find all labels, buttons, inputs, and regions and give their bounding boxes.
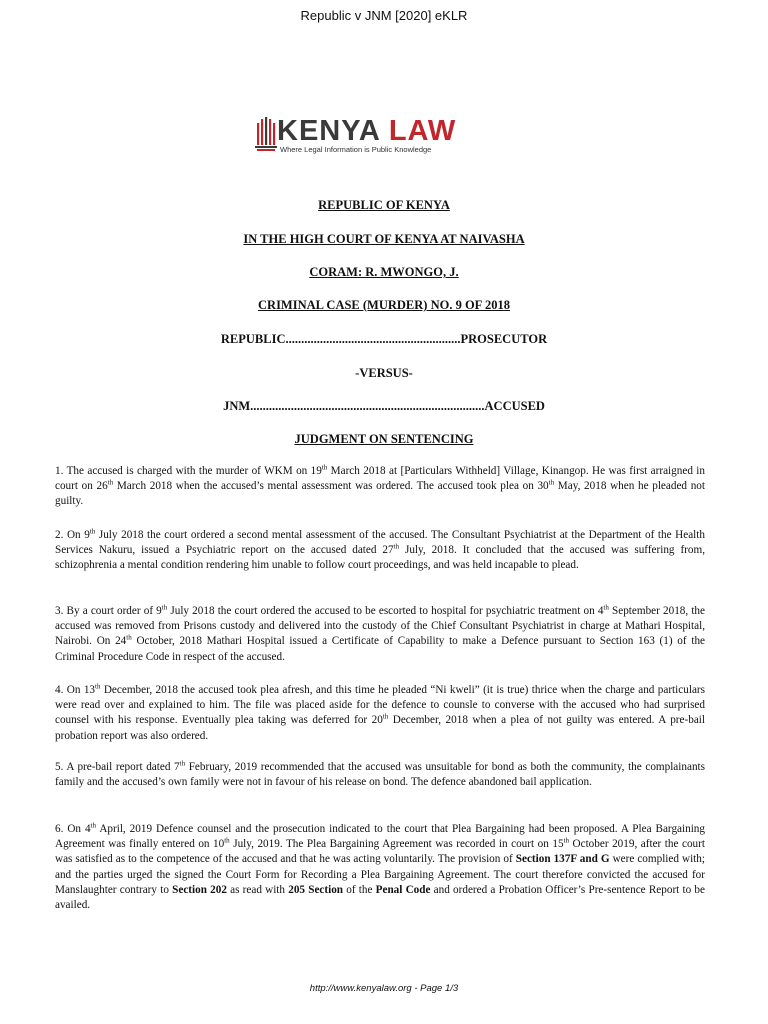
logo-wordmark xyxy=(277,114,456,148)
paragraph-6: 6. On 4th April, 2019 Defence counsel and the prosecution indicated to the court that Plea Bargaining had been proposed. A Plea Bargaining Agreement was finally entered on 10th July, 2019. The Plea Bargaining Agreement was recorded in court on 15th October 2019, after the court was satisfied as to the competence of the accused and that he was acting voluntarily. The provision of Section 137F and G were complied with; and the parties urged the signed the Court Form for Recording a Plea Bargaining Agreement. The court therefore convicted the accused for Manslaughter contrary to Section 202 as read with 205 Section of the Penal Code and ordered a Probation Officer’s Pre-sentence Report to be availed. xyxy=(55,821,705,912)
paragraph-1: 1. The accused is charged with the murder of WKM on 19th March 2018 at [Particulars Withheld] Village, Kinangop. He was first arraigned in court on 26th March 2018 when the accused’s mental assessment was ordered. The accused took plea on 30th May, 2018 when he pleaded not guilty. xyxy=(55,463,705,508)
parties-accused: JNM...........................................................................ACCUSED xyxy=(223,399,545,413)
paragraph-4: 4. On 13th December, 2018 the accused took plea afresh, and this time he pleaded “Ni kweli” (it is true) thrice when the charge and particulars were read over and explained to him. The file was placed aside for the defence to counsle to converse with the accused who had surprised counsel with his response. Eventually plea taking was deferred for 20th December, 2018 when a plea of not guilty was entered. A pre-bail probation report was also ordered. xyxy=(55,682,705,742)
page-footer: http://www.kenyalaw.org - Page 1/3 xyxy=(309,983,459,994)
kenya-law-logo xyxy=(255,114,465,162)
heading-court: IN THE HIGH COURT OF KENYA AT NAIVASHA xyxy=(243,232,525,246)
logo-word-kenya: KENYA xyxy=(277,115,389,147)
book-pillars-icon xyxy=(255,115,277,153)
heading-case-number: CRIMINAL CASE (MURDER) NO. 9 OF 2018 xyxy=(258,298,510,312)
judgment-title: JUDGMENT ON SENTENCING xyxy=(294,432,474,446)
heading-republic: REPUBLIC OF KENYA xyxy=(318,198,450,212)
running-header: Republic v JNM [2020] eKLR xyxy=(300,8,468,23)
logo-tagline: Where Legal Information is Public Knowledge xyxy=(280,145,432,154)
paragraph-2: 2. On 9th July 2018 the court ordered a second mental assessment of the accused. The Consultant Psychiatrist at the Department of the Health Services Nakuru, issued a Psychiatric report on the accused dated 27th July, 2018. It concluded that the accused was suffering from, schizophrenia a mental condition rendering him unable to follow court proceedings, and was held incapable to plead. xyxy=(55,527,705,572)
parties-prosecutor: REPUBLIC........................................................PROSECUTOR xyxy=(220,332,548,346)
paragraph-5: 5. A pre-bail report dated 7th February, 2019 recommended that the accused was unsuitable for bond as both the community, the complainants family and the accused’s own family were not in favour of his release on bond. The defence abandoned bail application. xyxy=(55,759,705,789)
logo-word-law: LAW xyxy=(388,115,457,147)
versus-label: -VERSUS- xyxy=(355,366,413,380)
paragraph-3: 3. By a court order of 9th July 2018 the court ordered the accused to be escorted to hospital for psychiatric treatment on 4th September 2018, the accused was removed from Prisons custody and delivered into the custody of the Chief Consultant Psychiatrist in charge at Mathari Hospital, Nairobi. On 24th October, 2018 Mathari Hospital issued a Certificate of Capability to make a Defence pursuant to Section 163 (1) of the Criminal Procedure Code in respect of the accused. xyxy=(55,603,705,663)
heading-coram: CORAM: R. MWONGO, J. xyxy=(309,265,459,279)
